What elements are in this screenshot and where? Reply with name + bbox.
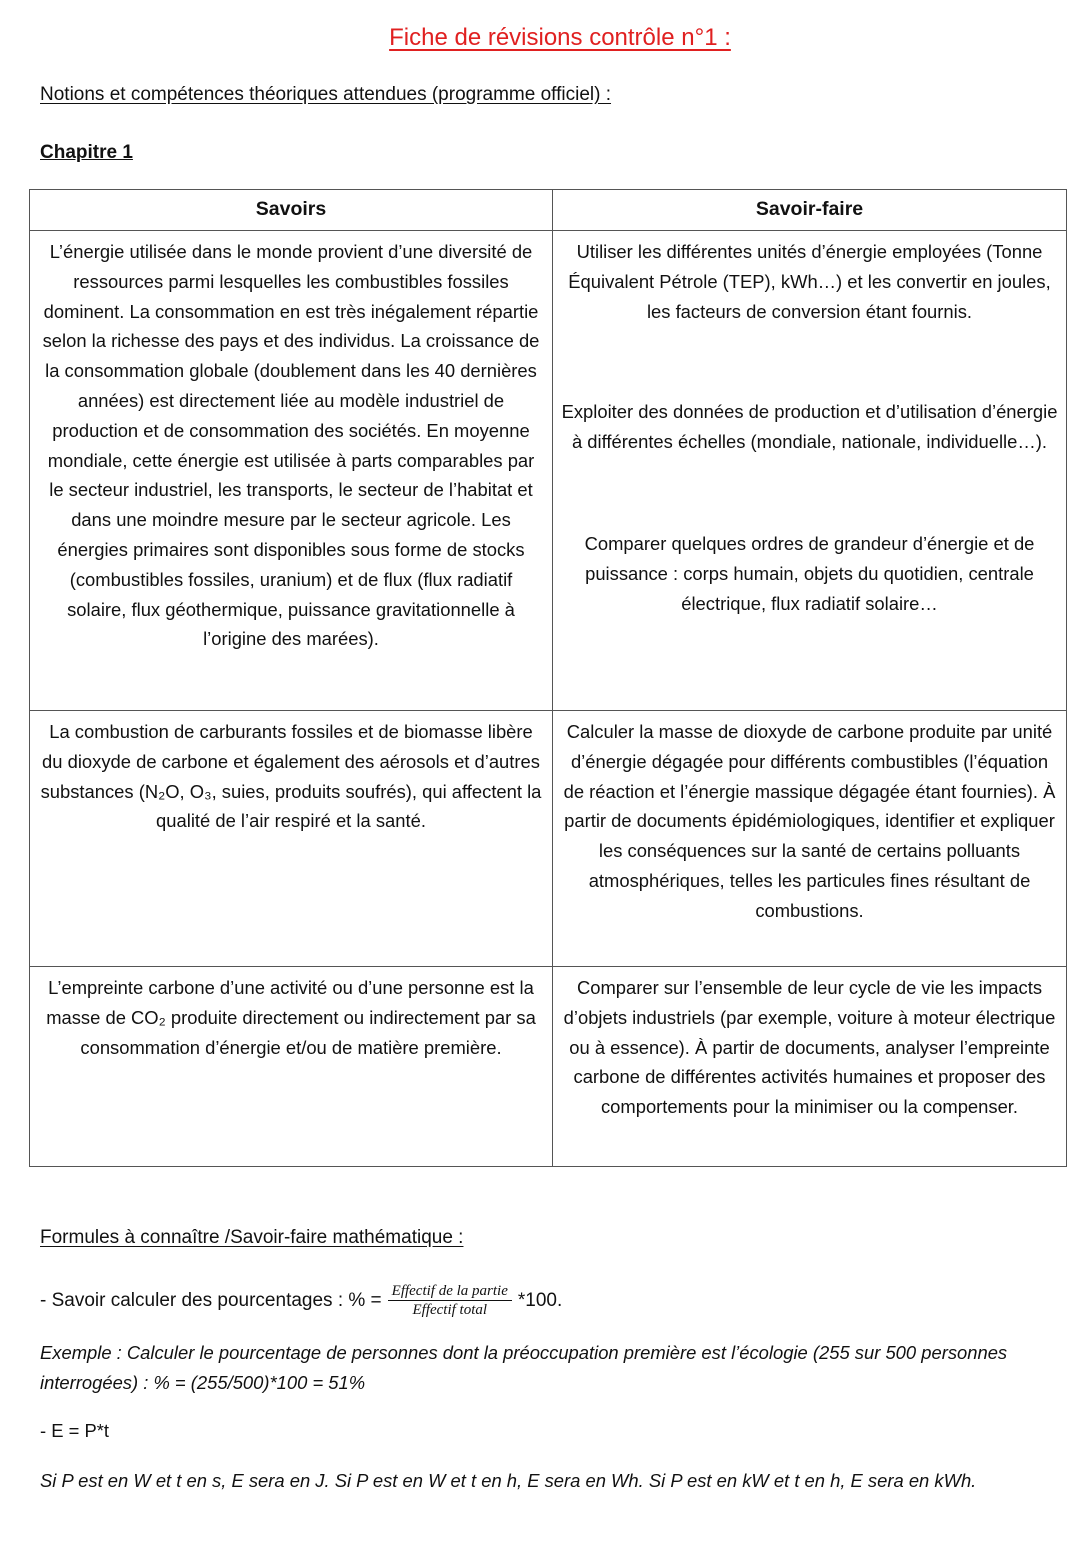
competences-table xyxy=(29,189,1067,1167)
savoir-faire-item: Utiliser les différentes unités d’énergie employées (Tonne Équivalent Pétrole (TEP), kWh…) et les convertir en joules, les facteurs de conversion étant fournis. xyxy=(568,241,1051,322)
percent-formula xyxy=(40,1282,562,1319)
table-row xyxy=(30,967,1067,1167)
savoir-faire-cell xyxy=(553,967,1067,1167)
example-text: Exemple : Calculer le pourcentage de personnes dont la préoccupation première est l’écologie (255 sur 500 personnes interrogées) : % = (255/500)*100 = 51% xyxy=(40,1342,1008,1393)
formulas-heading: Formules à connaître /Savoir-faire mathématique : xyxy=(40,1227,464,1248)
savoir-faire-cell xyxy=(553,711,1067,967)
header-savoirs: Savoirs xyxy=(30,190,553,231)
units-note: Si P est en W et t en s, E sera en J. Si P est en W et t en h, E sera en Wh. Si P est en kW et t en h, E sera en kWh. xyxy=(40,1470,977,1491)
savoirs-cell: L’énergie utilisée dans le monde provient d’une diversité de ressources parmi lesquelles les combustibles fossiles dominent. La consommation en est très inégalement répartie selon la richesse des pays et des individus. La croissance de la consommation globale (doublement dans les 40 dernières années) est directement liée au modèle industriel de production et de consommation des sociétés. En moyenne mondiale, cette énergie est utilisée à parts comparables par le secteur industriel, les transports, le secteur de l’habitat et dans une moindre mesure par le secteur agricole. Les énergies primaires sont disponibles sous forme de stocks (combustibles fossiles, uranium) et de flux (flux radiatif solaire, flux géothermique, puissance gravitationnelle à l’origine des marées). xyxy=(30,231,553,711)
savoir-faire-cell xyxy=(553,231,1067,711)
fraction-numerator: Effectif de la partie xyxy=(388,1282,512,1301)
energy-formula: - E = P*t xyxy=(40,1420,109,1441)
fraction xyxy=(388,1282,512,1319)
notions-heading: Notions et compétences théoriques attendues (programme officiel) : xyxy=(40,84,612,105)
table-row xyxy=(30,711,1067,967)
savoirs-cell: L’empreinte carbone d’une activité ou d’une personne est la masse de CO₂ produite directement ou indirectement par sa consommation d’énergie et/ou de matière première. xyxy=(30,967,553,1167)
percent-prefix: - Savoir calculer des pourcentages : % = xyxy=(40,1289,382,1311)
table-header-row xyxy=(30,190,1067,231)
savoir-faire-item: Comparer sur l’ensemble de leur cycle de vie les impacts d’objets industriels (par exemple, voiture à moteur électrique ou à essence). À partir de documents, analyser l’empreinte carbone de différentes activités humaines et proposer des comportements pour la minimiser ou la compenser. xyxy=(563,977,1056,1118)
table-row xyxy=(30,231,1067,711)
savoir-faire-item: Exploiter des données de production et d’utilisation d’énergie à différentes échelles (mondiale, nationale, individuelle…). xyxy=(561,401,1058,453)
savoir-faire-item: Calculer la masse de dioxyde de carbone produite par unité d’énergie dégagée pour différents combustibles (l’équation de réaction et l’énergie massique dégagée étant fournies). À partir de documents épidémiologiques, identifier et expliquer les conséquences sur la santé de certains polluants atmosphériques, telles les particules fines résultant de combustions. xyxy=(563,721,1056,921)
chapter-heading: Chapitre 1 xyxy=(40,142,133,163)
savoir-faire-item: Comparer quelques ordres de grandeur d’énergie et de puissance : corps humain, objets du quotidien, centrale électrique, flux radiatif solaire… xyxy=(584,532,1035,614)
percent-suffix: *100. xyxy=(517,1289,563,1311)
fraction-denominator: Effectif total xyxy=(412,1302,488,1318)
header-savoir-faire: Savoir-faire xyxy=(553,190,1067,231)
page-title: Fiche de révisions contrôle n°1 : xyxy=(389,24,731,51)
savoirs-cell: La combustion de carburants fossiles et de biomasse libère du dioxyde de carbone et également des aérosols et d’autres substances (N₂O, O₃, suies, produits soufrés), qui affectent la qualité de l’air respiré et la santé. xyxy=(30,711,553,967)
